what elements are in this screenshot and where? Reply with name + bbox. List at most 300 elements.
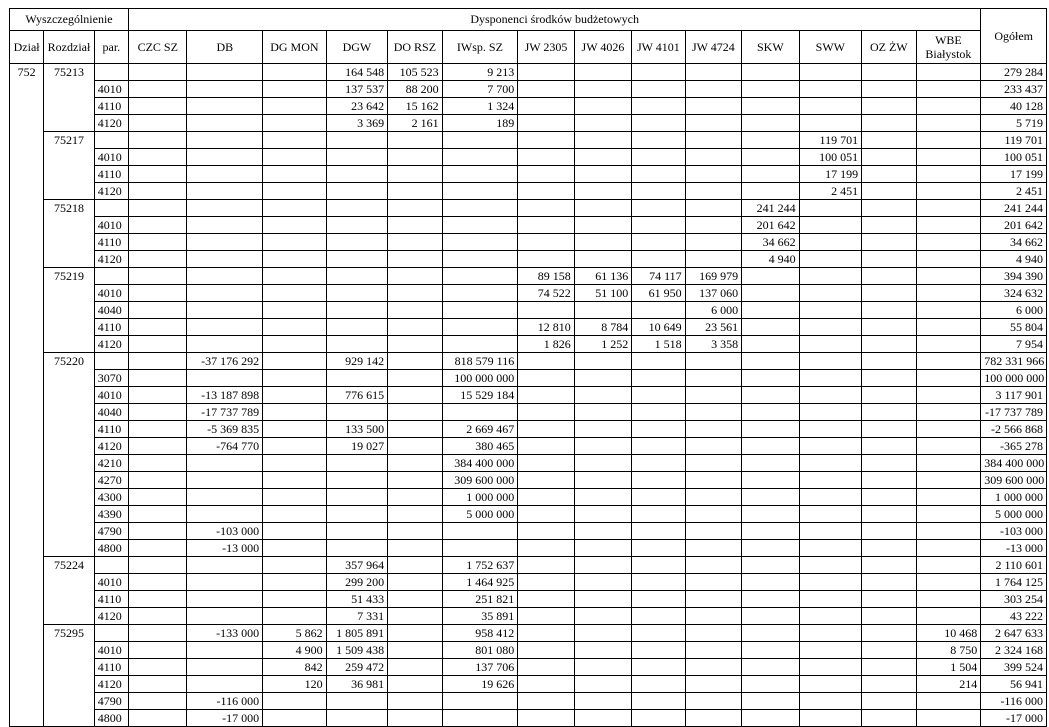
value-cell [442, 404, 518, 421]
value-cell [129, 455, 187, 472]
total-cell: 4 940 [981, 251, 1047, 268]
value-cell [263, 200, 327, 217]
value-cell [442, 251, 518, 268]
value-cell [632, 642, 685, 659]
value-cell [799, 251, 862, 268]
value-cell: 74 522 [518, 285, 574, 302]
table-row [10, 132, 1047, 149]
value-cell [632, 710, 685, 727]
value-cell [632, 387, 685, 404]
value-cell [388, 438, 442, 455]
value-cell [187, 591, 263, 608]
value-cell [129, 710, 187, 727]
value-cell [685, 183, 741, 200]
par-cell: 4110 [94, 421, 128, 438]
value-cell [263, 540, 327, 557]
value-cell [263, 693, 327, 710]
value-cell [799, 574, 862, 591]
value-cell [632, 438, 685, 455]
total-cell: 6 000 [981, 302, 1047, 319]
total-cell: -13 000 [981, 540, 1047, 557]
value-cell [574, 693, 631, 710]
value-cell [263, 336, 327, 353]
value-cell: 105 523 [388, 64, 442, 81]
value-cell: 842 [263, 659, 327, 676]
total-cell: 100 000 000 [981, 370, 1047, 387]
value-cell [263, 81, 327, 98]
value-cell [187, 81, 263, 98]
value-cell [685, 217, 741, 234]
value-cell [129, 557, 187, 574]
value-cell [799, 659, 862, 676]
value-cell [187, 489, 263, 506]
value-cell [574, 200, 631, 217]
value-cell [263, 302, 327, 319]
value-cell [442, 200, 518, 217]
value-cell [632, 302, 685, 319]
par-cell: 4790 [94, 523, 128, 540]
value-cell [632, 98, 685, 115]
value-cell [742, 183, 799, 200]
value-cell [862, 506, 916, 523]
value-cell [129, 81, 187, 98]
value-cell [742, 81, 799, 98]
value-cell [916, 523, 981, 540]
table-row [10, 285, 1047, 302]
value-cell: 1 000 000 [442, 489, 518, 506]
value-cell: 3 358 [685, 336, 741, 353]
value-cell [799, 336, 862, 353]
value-cell [799, 540, 862, 557]
value-cell [129, 336, 187, 353]
value-cell: -133 000 [187, 625, 263, 642]
value-cell [442, 234, 518, 251]
value-cell [129, 421, 187, 438]
par-cell: 4110 [94, 591, 128, 608]
value-cell [187, 557, 263, 574]
value-cell: 17 199 [799, 166, 862, 183]
value-cell [574, 404, 631, 421]
value-cell: 309 600 000 [442, 472, 518, 489]
value-cell [862, 591, 916, 608]
value-cell: 137 060 [685, 285, 741, 302]
value-cell: 5 862 [263, 625, 327, 642]
value-cell [799, 676, 862, 693]
par-cell: 4010 [94, 574, 128, 591]
value-cell [574, 455, 631, 472]
value-cell [862, 659, 916, 676]
value-cell [685, 370, 741, 387]
value-cell [862, 285, 916, 302]
value-cell [685, 625, 741, 642]
total-cell: 40 128 [981, 98, 1047, 115]
value-cell [685, 693, 741, 710]
total-cell: 1 000 000 [981, 489, 1047, 506]
value-cell: -5 369 835 [187, 421, 263, 438]
total-cell: 3 117 901 [981, 387, 1047, 404]
value-cell [685, 115, 741, 132]
value-cell [685, 200, 741, 217]
value-cell [518, 574, 574, 591]
value-cell [799, 353, 862, 370]
table-row [10, 523, 1047, 540]
value-cell [129, 404, 187, 421]
value-cell [518, 421, 574, 438]
value-cell [518, 710, 574, 727]
table-row [10, 591, 1047, 608]
value-cell: 214 [916, 676, 981, 693]
value-cell [916, 268, 981, 285]
value-cell [685, 64, 741, 81]
value-cell [916, 574, 981, 591]
value-cell [742, 489, 799, 506]
value-cell [799, 319, 862, 336]
value-cell [129, 115, 187, 132]
value-cell [129, 183, 187, 200]
par-cell: 4270 [94, 472, 128, 489]
value-cell [388, 710, 442, 727]
value-cell: 8 750 [916, 642, 981, 659]
value-cell [388, 489, 442, 506]
value-cell: 357 964 [326, 557, 388, 574]
total-cell: 7 954 [981, 336, 1047, 353]
value-cell: 100 000 000 [442, 370, 518, 387]
value-cell: 1 324 [442, 98, 518, 115]
value-cell [742, 370, 799, 387]
value-cell [326, 251, 388, 268]
value-cell: 19 027 [326, 438, 388, 455]
total-cell: 119 701 [981, 132, 1047, 149]
value-cell [442, 336, 518, 353]
value-cell [632, 404, 685, 421]
table-row [10, 642, 1047, 659]
value-cell [187, 319, 263, 336]
par-cell: 4010 [94, 81, 128, 98]
value-cell [799, 302, 862, 319]
par-cell: 4210 [94, 455, 128, 472]
par-cell: 4110 [94, 234, 128, 251]
value-cell [799, 115, 862, 132]
value-cell [632, 523, 685, 540]
value-cell [326, 693, 388, 710]
value-cell [685, 557, 741, 574]
value-cell: 35 891 [442, 608, 518, 625]
value-cell [187, 166, 263, 183]
value-cell [326, 506, 388, 523]
value-cell [388, 285, 442, 302]
value-cell: 818 579 116 [442, 353, 518, 370]
value-cell [388, 353, 442, 370]
value-cell: 259 472 [326, 659, 388, 676]
value-cell [632, 625, 685, 642]
header-column: SKW [742, 31, 799, 64]
value-cell: 929 142 [326, 353, 388, 370]
value-cell: 1 826 [518, 336, 574, 353]
value-cell [685, 642, 741, 659]
total-cell: 34 662 [981, 234, 1047, 251]
value-cell [263, 166, 327, 183]
value-cell [574, 353, 631, 370]
value-cell [685, 608, 741, 625]
value-cell: 201 642 [742, 217, 799, 234]
table-row [10, 472, 1047, 489]
value-cell [632, 132, 685, 149]
value-cell [916, 438, 981, 455]
value-cell [916, 693, 981, 710]
value-cell [129, 642, 187, 659]
value-cell [326, 132, 388, 149]
value-cell [129, 540, 187, 557]
value-cell [685, 489, 741, 506]
table-row [10, 183, 1047, 200]
header-rozdzial: Rozdział [44, 31, 94, 64]
total-cell: 279 284 [981, 64, 1047, 81]
value-cell [263, 557, 327, 574]
value-cell [632, 472, 685, 489]
value-cell [574, 608, 631, 625]
value-cell [799, 421, 862, 438]
value-cell [263, 387, 327, 404]
value-cell [388, 557, 442, 574]
header-column: DGW [326, 31, 388, 64]
value-cell [518, 693, 574, 710]
table-row [10, 489, 1047, 506]
value-cell [916, 166, 981, 183]
value-cell [518, 370, 574, 387]
table-row [10, 251, 1047, 268]
total-cell: 17 199 [981, 166, 1047, 183]
value-cell [742, 64, 799, 81]
value-cell [632, 591, 685, 608]
par-cell: 4800 [94, 710, 128, 727]
value-cell [862, 438, 916, 455]
value-cell [326, 200, 388, 217]
value-cell [442, 268, 518, 285]
value-cell [799, 455, 862, 472]
value-cell [862, 676, 916, 693]
table-row [10, 387, 1047, 404]
value-cell [129, 285, 187, 302]
total-cell: -365 278 [981, 438, 1047, 455]
value-cell [862, 489, 916, 506]
value-cell [574, 625, 631, 642]
value-cell [518, 608, 574, 625]
table-row [10, 166, 1047, 183]
value-cell [862, 98, 916, 115]
value-cell [862, 370, 916, 387]
header-dysponenci: Dysponenci środków budżetowych [129, 9, 981, 31]
value-cell [916, 710, 981, 727]
rozdzial-cell: 75295 [44, 625, 94, 727]
value-cell [742, 523, 799, 540]
value-cell [862, 200, 916, 217]
value-cell [632, 608, 685, 625]
value-cell: 4 900 [263, 642, 327, 659]
value-cell [742, 659, 799, 676]
value-cell [632, 693, 685, 710]
value-cell [742, 353, 799, 370]
value-cell: 2 669 467 [442, 421, 518, 438]
value-cell [518, 234, 574, 251]
value-cell [442, 285, 518, 302]
value-cell [263, 268, 327, 285]
value-cell [518, 166, 574, 183]
value-cell [326, 710, 388, 727]
value-cell: -13 187 898 [187, 387, 263, 404]
value-cell [862, 166, 916, 183]
par-cell: 4110 [94, 659, 128, 676]
value-cell [632, 455, 685, 472]
value-cell [632, 234, 685, 251]
value-cell [632, 574, 685, 591]
value-cell [799, 506, 862, 523]
total-cell: 324 632 [981, 285, 1047, 302]
value-cell [685, 523, 741, 540]
total-cell: 56 941 [981, 676, 1047, 693]
total-cell: 309 600 000 [981, 472, 1047, 489]
value-cell [742, 336, 799, 353]
value-cell: 133 500 [326, 421, 388, 438]
value-cell: 10 649 [632, 319, 685, 336]
value-cell [326, 302, 388, 319]
value-cell [742, 268, 799, 285]
value-cell [799, 608, 862, 625]
value-cell: 120 [263, 676, 327, 693]
value-cell [187, 98, 263, 115]
value-cell [388, 591, 442, 608]
value-cell [518, 64, 574, 81]
table-row [10, 540, 1047, 557]
value-cell [685, 81, 741, 98]
table-row [10, 557, 1047, 574]
table-row [10, 676, 1047, 693]
value-cell [518, 625, 574, 642]
value-cell [388, 234, 442, 251]
total-cell: 233 437 [981, 81, 1047, 98]
table-row [10, 319, 1047, 336]
value-cell [187, 132, 263, 149]
value-cell [916, 608, 981, 625]
header-column: DB [187, 31, 263, 64]
value-cell [388, 608, 442, 625]
total-cell: 394 390 [981, 268, 1047, 285]
value-cell [263, 98, 327, 115]
value-cell [742, 591, 799, 608]
value-cell: 4 940 [742, 251, 799, 268]
value-cell [799, 81, 862, 98]
value-cell [187, 183, 263, 200]
value-cell [742, 387, 799, 404]
total-cell: 1 764 125 [981, 574, 1047, 591]
value-cell: 7 331 [326, 608, 388, 625]
value-cell [685, 710, 741, 727]
value-cell [518, 455, 574, 472]
value-cell [574, 98, 631, 115]
value-cell: 9 213 [442, 64, 518, 81]
value-cell [518, 404, 574, 421]
value-cell [632, 81, 685, 98]
value-cell [685, 455, 741, 472]
value-cell [862, 251, 916, 268]
rozdzial-cell: 75219 [44, 268, 94, 353]
value-cell: 776 615 [326, 387, 388, 404]
header-column: JW 4724 [685, 31, 741, 64]
par-cell: 4120 [94, 608, 128, 625]
value-cell [388, 676, 442, 693]
par-cell: 4010 [94, 387, 128, 404]
value-cell [685, 659, 741, 676]
value-cell: 88 200 [388, 81, 442, 98]
value-cell [742, 404, 799, 421]
value-cell [574, 115, 631, 132]
value-cell [574, 302, 631, 319]
value-cell [326, 404, 388, 421]
value-cell [263, 438, 327, 455]
value-cell [916, 353, 981, 370]
value-cell [742, 540, 799, 557]
value-cell: -116 000 [187, 693, 263, 710]
value-cell [129, 217, 187, 234]
value-cell [862, 608, 916, 625]
total-cell: 5 719 [981, 115, 1047, 132]
value-cell [129, 659, 187, 676]
par-cell: 4120 [94, 251, 128, 268]
header-column: JW 4101 [632, 31, 685, 64]
value-cell [632, 506, 685, 523]
value-cell [129, 149, 187, 166]
value-cell [916, 472, 981, 489]
value-cell [862, 234, 916, 251]
value-cell [632, 676, 685, 693]
value-cell [518, 591, 574, 608]
value-cell [574, 540, 631, 557]
value-cell [799, 438, 862, 455]
value-cell [632, 251, 685, 268]
value-cell [916, 557, 981, 574]
value-cell [862, 319, 916, 336]
value-cell [916, 540, 981, 557]
value-cell [632, 149, 685, 166]
value-cell: 100 051 [799, 149, 862, 166]
header-column: CZC SZ [129, 31, 187, 64]
value-cell: 7 700 [442, 81, 518, 98]
value-cell [685, 540, 741, 557]
value-cell: 15 529 184 [442, 387, 518, 404]
value-cell [574, 251, 631, 268]
value-cell [685, 506, 741, 523]
value-cell [916, 387, 981, 404]
value-cell [129, 353, 187, 370]
value-cell: 5 000 000 [442, 506, 518, 523]
value-cell [518, 387, 574, 404]
value-cell [326, 523, 388, 540]
value-cell [632, 421, 685, 438]
table-row [10, 506, 1047, 523]
value-cell [574, 64, 631, 81]
value-cell [742, 319, 799, 336]
value-cell [263, 421, 327, 438]
value-cell [518, 115, 574, 132]
value-cell: 384 400 000 [442, 455, 518, 472]
value-cell: 61 136 [574, 268, 631, 285]
value-cell [388, 268, 442, 285]
value-cell [129, 319, 187, 336]
value-cell [685, 234, 741, 251]
value-cell [916, 455, 981, 472]
total-cell: 2 647 633 [981, 625, 1047, 642]
value-cell [862, 625, 916, 642]
value-cell [916, 98, 981, 115]
